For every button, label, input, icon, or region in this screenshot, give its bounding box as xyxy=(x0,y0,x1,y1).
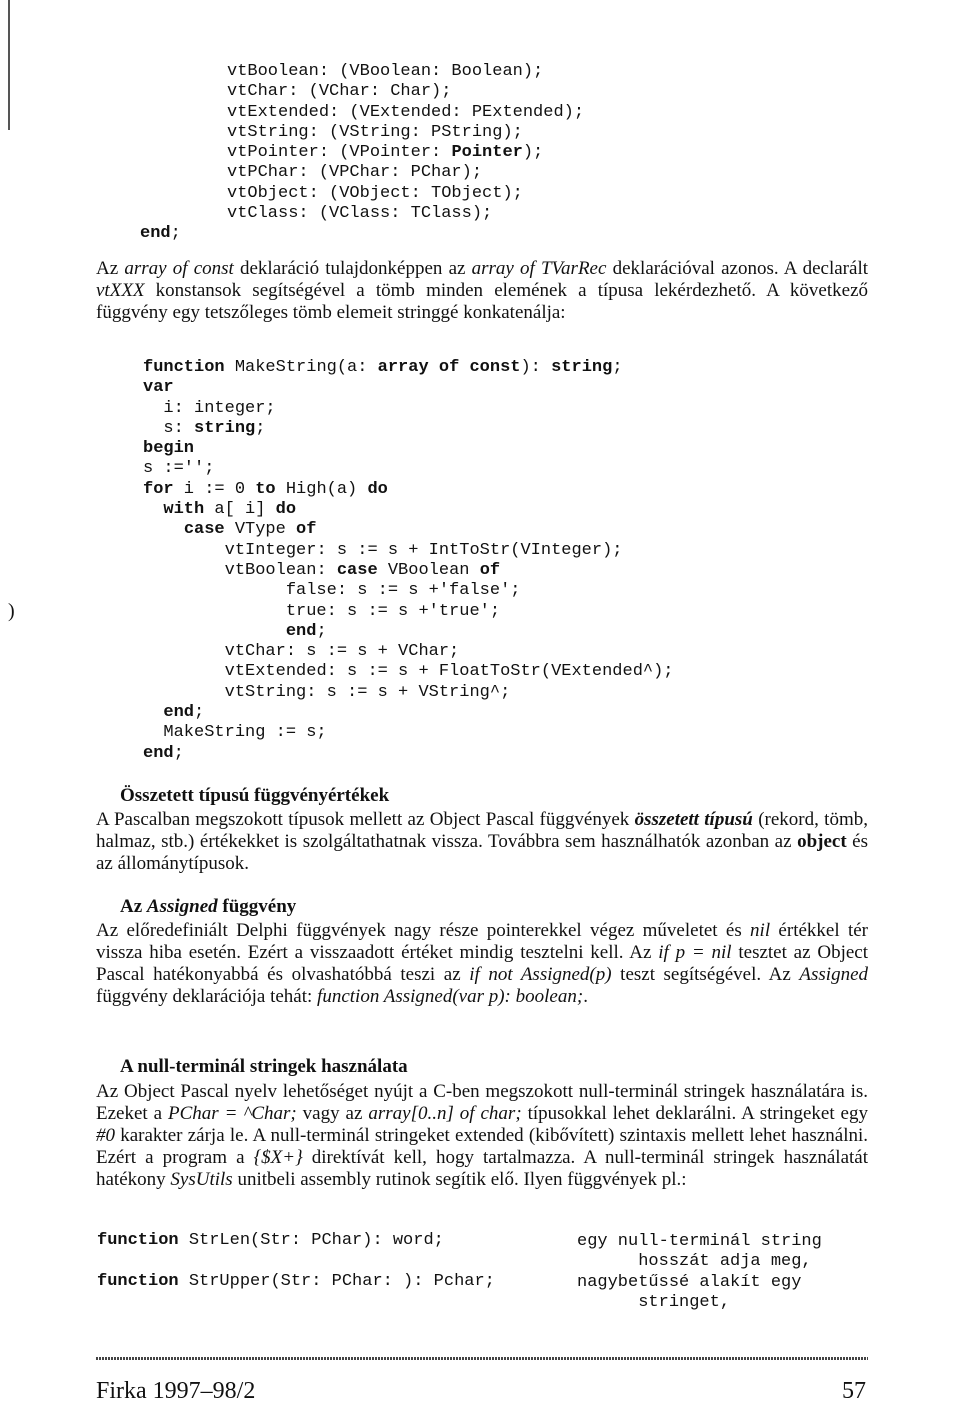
code-line: false: s := s +'false'; xyxy=(285,581,521,601)
margin-mark: ) xyxy=(8,600,15,622)
function-strlen: function StrLen(Str: PChar): word; xyxy=(97,1231,444,1250)
code-line: with a[ i] do xyxy=(163,500,297,520)
description-line: stringet, xyxy=(577,1293,731,1313)
code-line: i: integer; xyxy=(163,398,276,418)
code-line: s: string; xyxy=(163,418,266,438)
code-line: vtString: (VString: PString); xyxy=(227,122,523,142)
code-line: vtExtended: s := s + FloatToStr(VExtended^); xyxy=(224,662,674,682)
function-strlen-description xyxy=(577,1232,822,1273)
description-line: egy null-terminál string xyxy=(577,1232,822,1251)
paragraph-assigned: Az előredefiniált Delphi függvények nagy része pointerekkel végez műveletet és nil értékkel tér vissza hiba esetén. Ezért a visszaadott értéket mindig tesztelni kell. Az if p = nil tesztet az Object Pascal hatékonyabbá és olvashatóbbá teszi az if not Assigned(p) teszt segítségével. Az Assigned függvény deklarációja tehát: function Assigned(var p): boolean;. xyxy=(96,920,868,1007)
code-line: end; xyxy=(163,703,205,723)
code-line: end; xyxy=(143,743,184,763)
scan-edge-line xyxy=(8,0,10,130)
section-heading-assigned: Az Assigned függvény xyxy=(120,896,297,917)
description-line: nagybetűssé alakít egy xyxy=(577,1273,802,1292)
page-number: 57 xyxy=(842,1378,866,1404)
code-line: var xyxy=(143,378,174,398)
code-line: begin xyxy=(143,439,195,459)
code-block-makestring xyxy=(143,358,674,764)
code-line: for i := 0 to High(a) do xyxy=(143,479,388,499)
section-heading-composite-types: Összetett típusú függvényértékek xyxy=(120,785,390,806)
section-heading-null-terminated: A null-terminál stringek használata xyxy=(120,1056,408,1077)
footer-rule xyxy=(96,1357,868,1360)
code-line: vtString: s := s + VString^; xyxy=(224,682,511,702)
function-strupper: function StrUpper(Str: PChar: ): Pchar; xyxy=(97,1272,495,1291)
description-line: hosszát adja meg, xyxy=(577,1252,812,1272)
code-line: vtPointer: (VPointer: Pointer); xyxy=(227,143,544,163)
code-line: vtBoolean: (VBoolean: Boolean); xyxy=(227,62,544,81)
code-line: vtExtended: (VExtended: PExtended); xyxy=(227,102,585,122)
code-line: MakeString := s; xyxy=(163,723,327,743)
paragraph-composite-types: A Pascalban megszokott típusok mellett az Object Pascal függvények összetett típusú (rekord, tömb, halmaz, stb.) értékekket is szolgáltathatnak vissza. Továbbra sem használhatók azonban az object és az állománytípusok. xyxy=(96,809,869,874)
code-line: vtClass: (VClass: TClass); xyxy=(227,204,493,224)
code-line: s :=''; xyxy=(143,459,215,479)
code-line: true: s := s +'true'; xyxy=(285,601,501,621)
code-line: vtChar: (VChar: Char); xyxy=(227,82,452,102)
code-block-top xyxy=(227,62,584,224)
footer-journal: Firka 1997–98/2 xyxy=(96,1378,256,1404)
code-line: vtObject: (VObject: TObject); xyxy=(227,183,523,203)
code-line: case VType of xyxy=(183,520,317,540)
code-line: function MakeString(a: array of const): string; xyxy=(143,358,623,377)
code-line: vtChar: s := s + VChar; xyxy=(224,642,460,662)
code-line: vtInteger: s := s + IntToStr(VInteger); xyxy=(224,540,623,560)
code-line: vtPChar: (VPChar: PChar); xyxy=(227,163,483,183)
paragraph-array-of-const: Az array of const deklaráció tulajdonképpen az array of TVarRec deklarációval azonos. A declarált vtXXX konstansok segítségével a tömb minden elemének a típusa lekérdezhető. A következő függvény egy tetszőleges tömb elemeit stringgé konkatenálja: xyxy=(96,258,869,323)
function-strupper-description xyxy=(577,1273,801,1314)
code-line: end; xyxy=(285,621,327,641)
code-end-top: end; xyxy=(140,224,181,243)
code-line: vtBoolean: case VBoolean of xyxy=(224,560,501,580)
paragraph-null-terminated: Az Object Pascal nyelv lehetőséget nyújt a C-ben megszokott null-terminál stringek használatára is. Ezeket a PChar = ^Char; vagy az array[0..n] of char; típusokkal lehet deklarálni. A stringeket egy #0 karakter zárja le. A null-terminál stringeket extended (kibővített) szintaxis mellett lehet használni. Ezért a program a {$X+} direktívát kell, hogy tartalmazza. A null-terminál stringek használatát hatékony SysUtils unitbeli assembly rutinok segítik elő. Ilyen függvények pl.: xyxy=(96,1081,868,1190)
